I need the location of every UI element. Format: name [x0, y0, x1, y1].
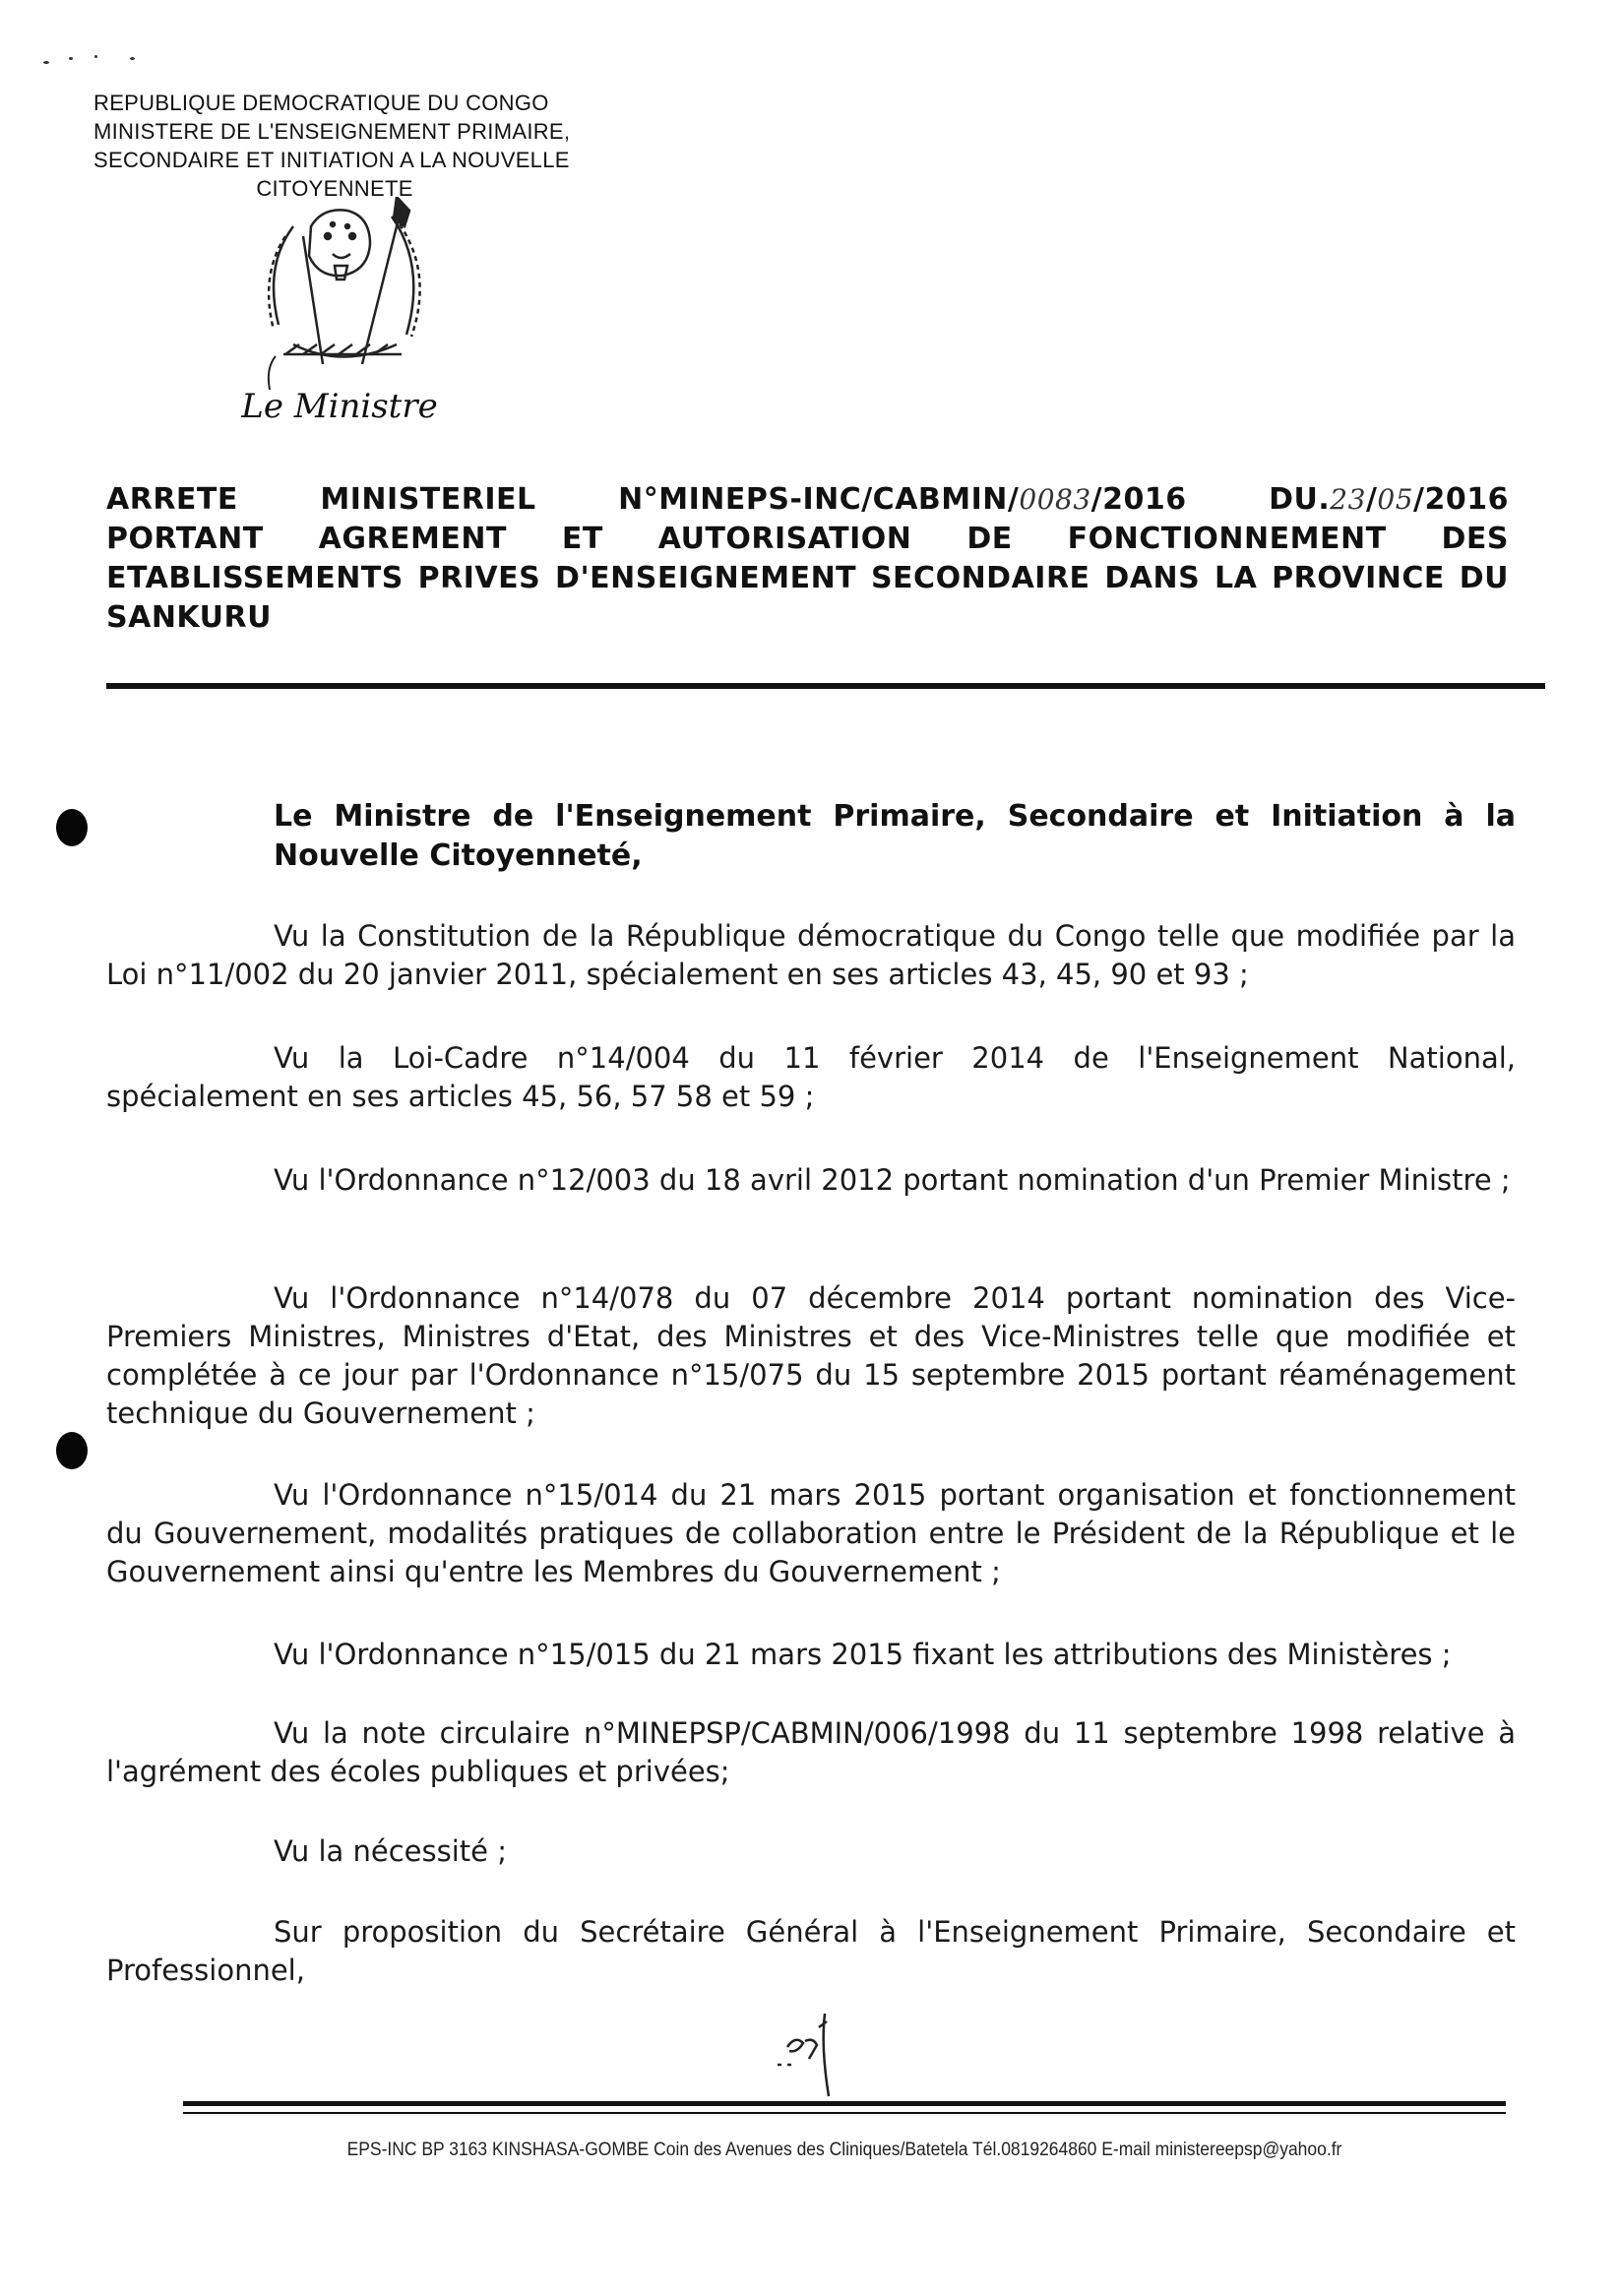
punch-hole-mark [56, 809, 88, 846]
decree-number-year: /2016 [1090, 482, 1187, 517]
header-divider [106, 683, 1545, 689]
decree-kind: MINISTERIEL [320, 482, 536, 517]
preamble-paragraph-ordonnance-premier-ministre [106, 1161, 1516, 1200]
paragraph-text: Vu l'Ordonnance n°14/078 du 07 décembre 2014 portant nomination des Vice-Premiers Ministres, Ministres d'Etat, des Ministres et des Vice-Ministres telle que modifiée et complétée à ce jour par l'Ordonnance n°15/075 du 15 septembre 2015 portant réaménagement technique du Gouvernement ; [106, 1281, 1516, 1430]
scan-speck [130, 57, 135, 60]
paragraph-text: Vu la Loi-Cadre n°14/004 du 11 février 2014 de l'Enseignement National, spécialement en ses articles 45, 56, 57 58 et 59 ; [106, 1041, 1516, 1113]
preamble-paragraph-ordonnance-organisation [106, 1476, 1516, 1591]
preamble-paragraph-ordonnance-gouvernement [106, 1279, 1516, 1433]
preamble-paragraph-proposition [106, 1913, 1516, 1990]
preamble-paragraph-ordonnance-attributions [106, 1636, 1516, 1674]
coat-of-arms-icon [224, 197, 461, 384]
decree-number-handwritten: 0083 [1019, 483, 1091, 516]
decree-date: DU.23/05/2016 [1269, 482, 1509, 517]
letterhead-ministry: MINISTERE DE L'ENSEIGNEMENT PRIMAIRE, [93, 119, 571, 144]
scan-speck [94, 55, 97, 58]
minister-intro: Le Ministre de l'Enseignement Primaire, Secondaire et Initiation à la Nouvelle Citoyenneté, [274, 799, 1516, 873]
decree-number [618, 480, 1186, 520]
decree-date-day: 23 [1330, 483, 1366, 516]
preamble-paragraph-constitution [106, 917, 1516, 994]
paragraph-text: Vu la note circulaire n°MINEPSP/CABMIN/006/1998 du 11 septembre 1998 relative à l'agrément des écoles publiques et privées; [106, 1716, 1516, 1788]
preamble-paragraph-note-circulaire [106, 1714, 1516, 1791]
decree-number-prefix: N°MINEPS-INC/CABMIN/ [618, 482, 1020, 517]
decree-type: ARRETE [106, 482, 238, 517]
decree-subject: PORTANT AGREMENT ET AUTORISATION DE FONCTIONNEMENT DES ETABLISSEMENTS PRIVES D'ENSEIGNEMENT SECONDAIRE DANS LA PROVINCE DU SANKURU [106, 522, 1509, 635]
scan-speck [43, 61, 49, 64]
decree-date-prefix: DU. [1269, 482, 1331, 517]
letterhead-ministry-cont: SECONDAIRE ET INITIATION A LA NOUVELLE [93, 148, 570, 172]
paragraph-text: Vu la nécessité ; [274, 1834, 507, 1868]
paragraph-text: Vu la Constitution de la République démocratique du Congo telle que modifiée par la Loi n°11/002 du 20 janvier 2011, spécialement en ses articles 43, 45, 90 et 93 ; [106, 919, 1516, 991]
letterhead-country: REPUBLIQUE DEMOCRATIQUE DU CONGO [93, 91, 549, 115]
footer-divider-thin [183, 2112, 1506, 2114]
paragraph-text: Vu l'Ordonnance n°15/015 du 21 mars 2015 fixant les attributions des Ministères ; [274, 1638, 1452, 1671]
preamble-paragraph-necessite [106, 1832, 1516, 1871]
paragraph-text: Vu l'Ordonnance n°15/014 du 21 mars 2015 portant organisation et fonctionnement du Gouvernement, modalités pratiques de collaboration entre le Président de la République et le Gouvernement ainsi qu'entre les Membres du Gouvernement ; [106, 1478, 1516, 1588]
footer-contact: EPS-INC BP 3163 KINSHASA-GOMBE Coin des Avenues des Cliniques/Batetela Tél.0819264860 E-mail ministereepsp@yahoo.fr [346, 2140, 1342, 2160]
paragraph-text: Sur proposition du Secrétaire Général à l'Enseignement Primaire, Secondaire et Professionnel, [106, 1915, 1516, 1987]
paragraph-text: Vu l'Ordonnance n°12/003 du 18 avril 2012 portant nomination d'un Premier Ministre ; [274, 1163, 1511, 1197]
preamble-paragraph-loi-cadre [106, 1039, 1516, 1116]
decree-reference-line [106, 480, 1509, 520]
punch-hole-mark [56, 1432, 88, 1469]
decree-date-year: /2016 [1413, 482, 1509, 517]
scan-speck [69, 57, 73, 60]
decree-date-month: 05 [1377, 483, 1414, 516]
minister-office-title: Le Ministre [241, 387, 438, 426]
footer-divider-thick [183, 2101, 1506, 2106]
letterhead [93, 89, 684, 203]
handwritten-initials-icon [758, 2008, 866, 2106]
decree-header [106, 480, 1509, 638]
letterhead-ministry-end: CITOYENNETE [256, 176, 413, 201]
